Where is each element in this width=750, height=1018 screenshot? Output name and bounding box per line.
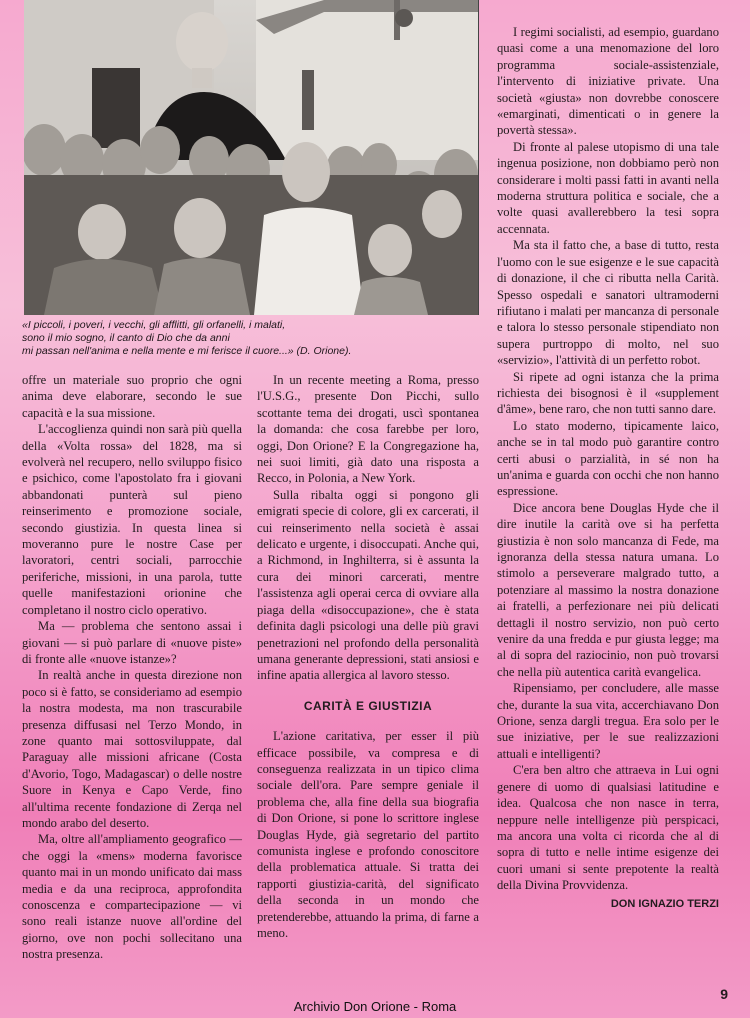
paragraph: Ma sta il fatto che, a base di tutto, resta l'uomo con le sue esigenze e le sue capacità di donazione, il che ci ributta nella Carità. Spesso ospedali e sanatori ultramoderni rifiutano i malati per mancanza di personale e talora lo stesso personale stipendiato non supera purtroppo di molto, nel suo «servizio», l'attività di un perfetto robot. — [497, 238, 719, 368]
paragraph: Di fronte al palese utopismo di una tale ingenua posizione, non dobbiamo però non considerare i molti passi fatti in avanti nella moderna struttura politica e sociale, che a volte quasi avallerebbero la tesi sopra accennata. — [497, 139, 719, 236]
author-signature: DON IGNAZIO TERZI — [610, 897, 719, 910]
historical-photo — [24, 0, 479, 315]
paragraph: Sulla ribalta oggi si pongono gli emigrati specie di colore, gli ex carcerati, il cui reinserimento nella società è assai delicato e urgente, i disoccupati. Anche qui, a Richmond, in Inghilterra, si è assunta la cura dei minori carcerati, mentre l'assistenza agli operai cerca di ovviare alla piaga della «disoccupazione», che è stata definita dagli psicologi una delle più gravi penetrazioni nel profondo della personalità umana generante depressioni, stati ansiosi e infine apatia allergica al lavoro stesso. — [257, 487, 479, 683]
page-number: 9 — [720, 986, 728, 1002]
paragraph: C'era ben altro che attraeva in Lui ogni genere di uomo di qualsiasi latitudine e idea. Qualcosa che non nasce in terra, neppure nelle intelligenze più perspicaci, ma ancora una volta ci ricorda che al di sopra di tutto e nelle intime esigenze dei cuori umani si sente prepotente la realtà della Divina Provvidenza. — [497, 763, 719, 893]
paragraph: In un recente meeting a Roma, presso l'U.S.G., presente Don Picchi, sullo scottante tema dei drogati, uscì spontanea la domanda: che cosa farebbe per loro, oggi, Don Orione? E la Congregazione ha, nei suoi limiti, già dato una risposta a Recco, in Polonia, a New York. — [257, 373, 479, 486]
paragraph: Lo stato moderno, tipicamente laico, anche se in tal modo può garantire contro certi abusi o parzialità, in sé non ha un'anima e guarda con occhi che non hanno espressione. — [497, 418, 719, 499]
right-column — [497, 24, 719, 912]
paragraph: Ma, oltre all'ampliamento geografico — che oggi la «mens» moderna favorisce quanto mai in un mondo unificato dai mass media e da una reciproca, approfondita conoscenza e compartecipazione — vi sono reali istanze nuove all'ordine del giorno, ove non pochi sollecitano una nostra presenza. — [22, 832, 242, 962]
caption-line: sono il mio sogno, il canto di Dio che da anni — [22, 332, 230, 344]
paragraph: offre un materiale suo proprio che ogni anima deve elaborare, secondo le sue capacità e la sua missione. — [22, 373, 242, 420]
photo-caption — [22, 319, 442, 358]
section-title: CARITÀ E GIUSTIZIA — [303, 698, 433, 713]
left-column — [22, 372, 242, 963]
middle-column — [257, 372, 479, 941]
paragraph: Ripensiamo, per concludere, alle masse che, durante la sua vita, accerchiavano Don Orione, senza dargli tregua. Era solo per le sue iniziative, per le sue realizzazioni attuali e intelligenti? — [497, 681, 719, 761]
paragraph: L'accoglienza quindi non sarà più quella della «Volta rossa» del 1828, ma si evolverà nel recupero, nello sviluppo fisico e psichico, come l'apostolato fra i giovani abbandonati punterà sul pieno reinserimento e promozione sociale, secondo giustizia. In questa linea si moveranno pure le nostre Case per lavoratori, centri sociali, parrocchie periferiche, missioni, in una parola, tutte quelle manifestazioni orionine che completano il nostro ciclo operativo. — [22, 422, 242, 617]
caption-line: mi passan nell'anima e nella mente e mi ferisce il cuore...» (D. Orione). — [22, 345, 352, 357]
paragraph: Si ripete ad ogni istanza che la prima richiesta dei bisognosi è il «supplement d'âme», bene raro, che non tutti sanno dare. — [497, 369, 719, 417]
paragraph: Ma — problema che sentono assai i giovani — si può parlare di «nuove piste» di fronte alle «nuove istanze»? — [22, 619, 242, 666]
caption-line: «I piccoli, i poveri, i vecchi, gli afflitti, gli orfanelli, i malati, — [22, 319, 286, 331]
photo-illustration — [24, 0, 478, 315]
archive-label: Archivio Don Orione - Roma — [293, 999, 457, 1014]
paragraph: Dice ancora bene Douglas Hyde che il dire inutile la carità ove si ha perfetta giustizia è non solo mancanza di Fede, ma ignoranza della stessa natura umana. Lo stimolo a perseverare malgrado tutto, a potenziare al massimo la nostra donazione ai fratelli, a perfezionare nei più delicati dettagli il nostro servizio, non può certo venire da una fredda e pur giusta legge; ma al di sopra del raziocinio, non può trovarsi che nella più autentica carità evangelica. — [497, 500, 719, 679]
paragraph: In realtà anche in questa direzione non poco si è fatto, se consideriamo ad esempio la nostra modesta, ma non trascurabile presenza diffusasi nel Terzo Mondo, in zone quanto mai sottosviluppate, dal Paraguay alle missioni africane (Costa d'Avorio, Togo, Madagascar) o delle nostre Suore in Kenya e Capo Verde, fino all'ultima recente fondazione di Zerqa nel mondo arabo del deserto. — [22, 668, 242, 830]
paragraph: L'azione caritativa, per esser il più efficace possibile, va compresa e di conseguenza realizzata in un tipico clima sociale dell'ora. Pare sempre geniale il problema che, alla fine della sua biografia di Don Orione, si pone lo scrittore inglese Douglas Hyde, già segretario del partito comunista inglese e profondo conoscitore della problematica attuale. Si tratta dei rapporti giustizia-carità, del significato della seconda in un mondo che pretenderebbe, attuando la prima, di farne a meno. — [257, 729, 479, 940]
paragraph: I regimi socialisti, ad esempio, guardano quasi come a una menomazione del loro programma sociale-assistenziale, l'intervento di iniziative private. Una società «giusta» non dovrebbe conoscere «emarginati, dimenticati o in genere la povertà stessa». — [497, 25, 719, 138]
